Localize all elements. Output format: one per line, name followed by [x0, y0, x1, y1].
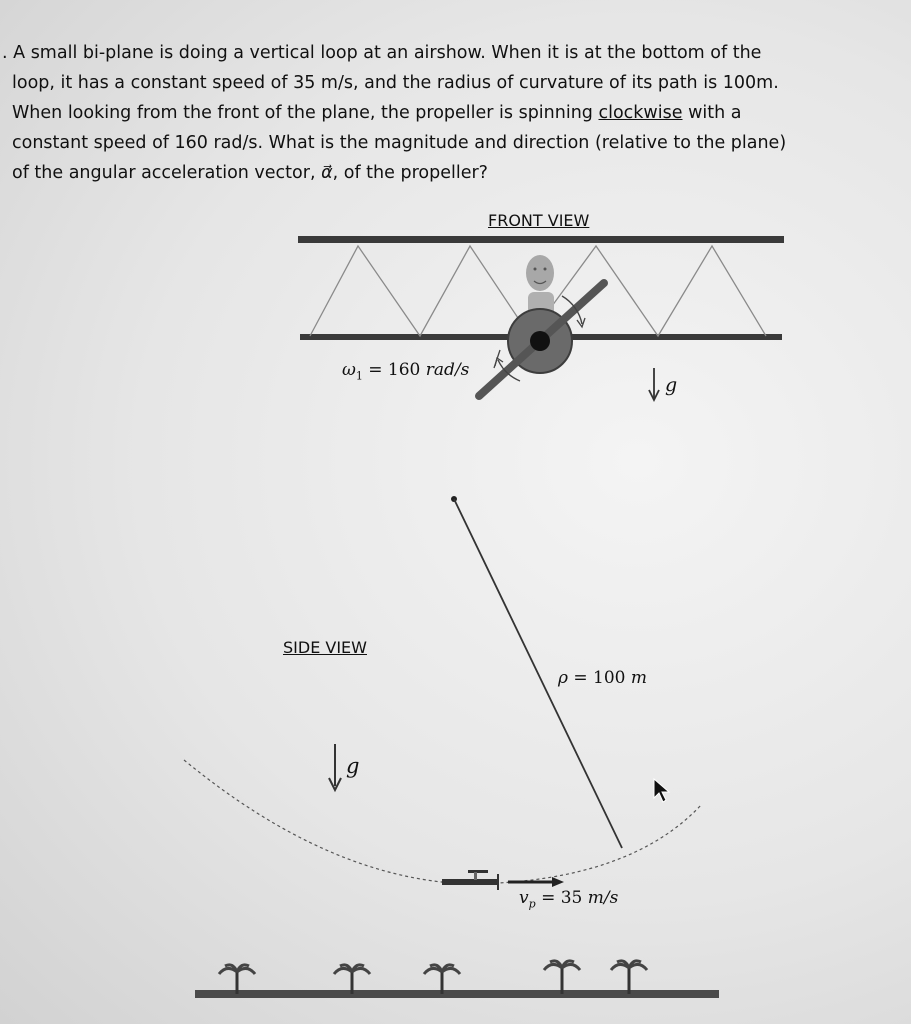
problem-line-4: constant speed of 160 rad/s. What is the magnitude and direction (relative to the plane)	[12, 133, 787, 153]
problem-clockwise-emphasis: clockwise	[598, 103, 683, 123]
omega-value: = 160	[368, 360, 421, 380]
velocity-symbol: v	[519, 888, 529, 908]
palm-tree-icon	[611, 961, 647, 994]
side-view-diagram	[184, 496, 702, 890]
problem-line-3a: When looking from the front of the plane, the propeller is spinning	[12, 103, 599, 123]
problem-line-1: A small bi-plane is doing a vertical loop at an airshow. When it is at the bottom of the	[13, 43, 762, 63]
gravity-label-side: g	[346, 754, 360, 778]
rho-label	[558, 668, 647, 688]
velocity-unit: m/s	[587, 888, 619, 908]
propeller-spinner	[530, 331, 550, 351]
palm-tree-icon	[544, 961, 580, 994]
loop-path-arc	[184, 760, 702, 884]
palm-tree-icon	[424, 965, 460, 994]
omega-subscript: 1	[355, 369, 363, 383]
palm-tree-icon	[219, 965, 255, 994]
rho-symbol: ρ	[558, 668, 568, 688]
upper-wing	[298, 236, 784, 243]
biplane-side-icon	[442, 870, 498, 890]
problem-number-marker: .	[2, 43, 8, 63]
problem-line-3b: with a	[682, 103, 742, 123]
velocity-label	[519, 888, 618, 910]
omega-symbol: ω	[342, 360, 356, 380]
mouse-cursor-icon	[654, 779, 669, 802]
problem-line-5b: , of the propeller?	[332, 163, 488, 183]
problem-line-2: loop, it has a constant speed of 35 m/s, and the radius of curvature of its path is 100m.	[12, 73, 779, 93]
omega-unit: rad/s	[425, 360, 470, 380]
side-view-title: SIDE VIEW	[283, 638, 367, 657]
ground-scene	[195, 961, 719, 998]
problem-line-5a: of the angular acceleration vector,	[12, 163, 322, 183]
gravity-arrow-front	[649, 368, 659, 400]
palm-tree-icon	[334, 965, 370, 994]
ground-line	[195, 990, 719, 998]
omega-label	[342, 360, 469, 382]
velocity-subscript: p	[528, 897, 536, 911]
rho-value: = 100	[573, 668, 626, 688]
velocity-arrow	[508, 877, 564, 887]
rho-unit: m	[630, 668, 648, 688]
velocity-value: = 35	[541, 888, 583, 908]
alpha-vector-symbol: α⃗	[321, 163, 333, 183]
gravity-arrow-side	[329, 744, 341, 790]
gravity-label-front: g	[665, 374, 678, 396]
front-view-title: FRONT VIEW	[488, 211, 590, 230]
